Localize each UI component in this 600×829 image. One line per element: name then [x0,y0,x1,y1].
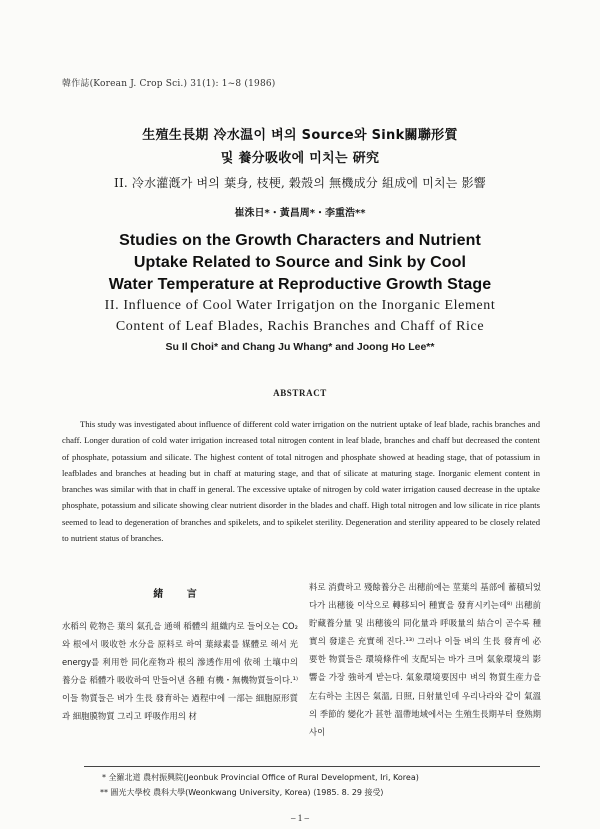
footnote-affiliation-2: ** 圓光大學校 農科大學(Weonkwang University, Korea) ⟨1985. 8. 29 接受⟩ [100,788,384,797]
korean-title-line2: 및 養分吸收에 미치는 硏究 [220,151,380,166]
footnote-affiliation-1: * 全羅北道 農村振興院(Jeonbuk Provincial Office of Rural Development, Iri, Korea) [102,773,419,782]
english-subtitle-line1: II. Influence of Cool Water Irrigatjon on the Inorganic Element [104,298,496,313]
page-number: – 1 – [291,813,309,823]
english-authors: Su Il Choi* and Chang Ju Whang* and Joong Ho Lee** [165,341,435,353]
english-subtitle-line2: Content of Leaf Blades, Rachis Branches and Chaff of Rice [115,319,485,334]
abstract-heading: ABSTRACT [273,388,327,398]
english-title-line3: Water Temperature at Reproductive Growth Stage [108,276,492,293]
journal-citation: 韓作誌(Korean J. Crop Sci.) 31(1): 1~8 (1986) [62,79,276,89]
introduction-right-column: 料로 消費하고 殘餘養分은 出穗前에는 莖葉의 基部에 蓄積되었다가 出穗後 이삭으로 轉移되어 種實을 發育시키는데⁸⁾ 出穗前 貯藏養分量 및 出穗後의 同化量과 呼吸量의 結合이 곧수록 種實의 發達은 充實해 진다.¹³⁾ 그러나 이들 벼의 生長 發育에 必要한 物質들은 環境條件에 支配되는 바가 크며 氣象環境의 影響을 가장 強하게 받는다. 氣象環境要因中 벼의 物質生産力을 左右하는 主因은 氣溫, 日照, 日射量인데 우리나라와 같이 氣溫의 季節的 變化가 甚한 溫帶地域에서는 生殖生長期부터 登熟期 사이 [309,582,541,737]
english-title-line2: Uptake Related to Source and Sink by Cool [133,254,467,271]
korean-subtitle: II. 冷水灌漑가 벼의 葉身, 枝梗, 穀殼의 無機成分 組成에 미치는 影響 [114,176,486,190]
footnote-divider [84,766,540,767]
korean-authors: 崔洙日*・黃昌周*・李重浩** [234,208,366,219]
english-title-line1: Studies on the Growth Characters and Nutrient [119,232,481,249]
abstract-body: This study was investigated about influence of different cold water irrigation on the nutrient uptake of leaf blade, rachis branches and chaff. Longer duration of cold water irrigation increased total nitrogen content in leaf blade, branches and chaff but decreased the content of phosphate, potassium and silicate. The highest content of total nitrogen and phosphate showed at heading stage, that of potassium in leafblades and branches at heading but in chaff at maturing stage, and that of silicate at maturing stage. Inorganic element content in branches was similar with that in chaff in general. The excessive uptake of nitrogen by cold water irrigation caused decrease in the uptake phosphate, potassium and silicate showing clear nutrient disorder in the blades and chaff. High total nitrogen and low silicate in rice plants seemed to lead to degeneration of branches and spikelets, and to spikelet sterility. Degeneration and sterility appeared to be closely related to nutrient status of branches. [62,419,540,544]
korean-title-line1: 生殖生長期 冷水温이 벼의 Source와 Sink關聯形質 [142,128,458,143]
introduction-left-column: 水稻의 乾物은 葉의 氣孔을 通해 稻體의 組織内로 들어오는 CO₂와 根에서 吸收한 水分을 原料로 하여 葉緑素를 媒體로 해서 光 energy를 利用한 同化産物과 根의 滲透作用에 依해 土壤中의 養分을 稻體가 吸收하여 만들어낸 各種 有機・無機物質들이다.¹⁾ 이들 物質들은 벼가 生長 發育하는 過程中에 一部는 細胞原形質과 細胞膜物質 그리고 呼吸作用의 材 [62,621,299,722]
introduction-heading: 緒 言 [153,589,207,600]
